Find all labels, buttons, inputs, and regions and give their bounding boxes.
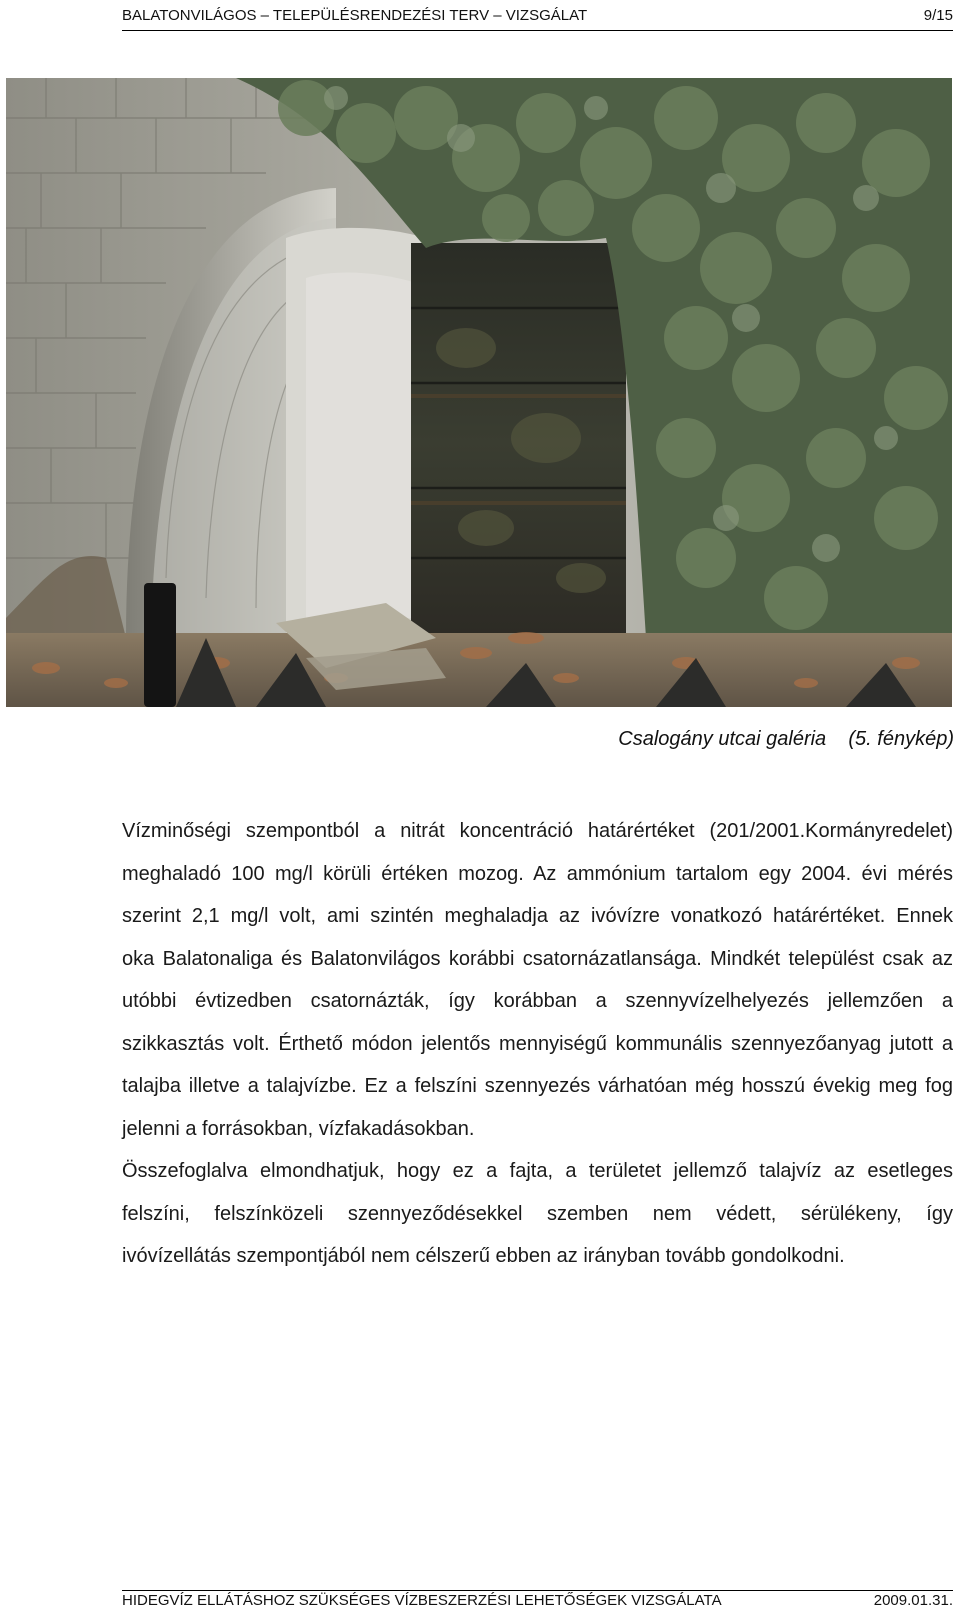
text-line: Vízminőségi szempontból a nitrát koncentráció határértéket (201/2001.Kormányredelet) xyxy=(122,820,953,842)
text-line: oka Balatonaliga és Balatonvilágos korábbi csatornázatlansága. Mindkét települést csak az xyxy=(122,947,953,970)
running-footer xyxy=(122,1590,953,1612)
text-line: utóbbi évtizedben csatornázták, így korábban a szennyvízelhelyezés jellemzően a xyxy=(122,990,953,1012)
gallery-photo xyxy=(6,78,952,707)
text-line: ivóvízellátás szempontjából nem célszerű ebben az irányban tovább gondolkodni. xyxy=(122,1245,845,1267)
paragraph-1 xyxy=(122,810,953,1150)
paragraph-2 xyxy=(122,1150,953,1278)
text-line: jelenni a forrásokban, vízfakadásokban. xyxy=(122,1117,475,1140)
running-header xyxy=(122,0,953,31)
figure-caption: Csalogány utcai galéria (5. fénykép) xyxy=(618,728,954,750)
body-text xyxy=(122,810,953,1278)
page-number: 9/15 xyxy=(923,6,953,24)
text-line: talajba illetve a talajvízbe. Ez a felszíni szennyezés várhatóan még hosszú évekig meg fog xyxy=(122,1075,953,1097)
footer-title: HIDEGVÍZ ELLÁTÁSHOZ SZÜKSÉGES VÍZBESZERZÉSI LEHETŐSÉGEK VIZSGÁLATA xyxy=(122,1592,722,1609)
text-line: szerint 2,1 mg/l volt, ami szintén meghaladja az ivóvízre vonatkozó határértéket. Ennek xyxy=(122,905,953,927)
document-title: BALATONVILÁGOS – TELEPÜLÉSRENDEZÉSI TERV – VIZSGÁLAT xyxy=(122,6,588,24)
text-line: felszíni, felszínközeli szennyeződésekkel szemben nem védett, sérülékeny, így xyxy=(122,1202,953,1225)
text-line: Összefoglalva elmondhatjuk, hogy ez a fajta, a területet jellemző talajvíz az esetleges xyxy=(122,1160,953,1182)
footer-date: 2009.01.31. xyxy=(873,1592,953,1609)
text-line: szikkasztás volt. Érthető módon jelentős mennyiségű kommunális szennyezőanyag jutott a xyxy=(122,1032,953,1055)
text-line: meghaladó 100 mg/l körüli értéken mozog. Az ammónium tartalom egy 2004. évi mérés xyxy=(122,862,953,885)
